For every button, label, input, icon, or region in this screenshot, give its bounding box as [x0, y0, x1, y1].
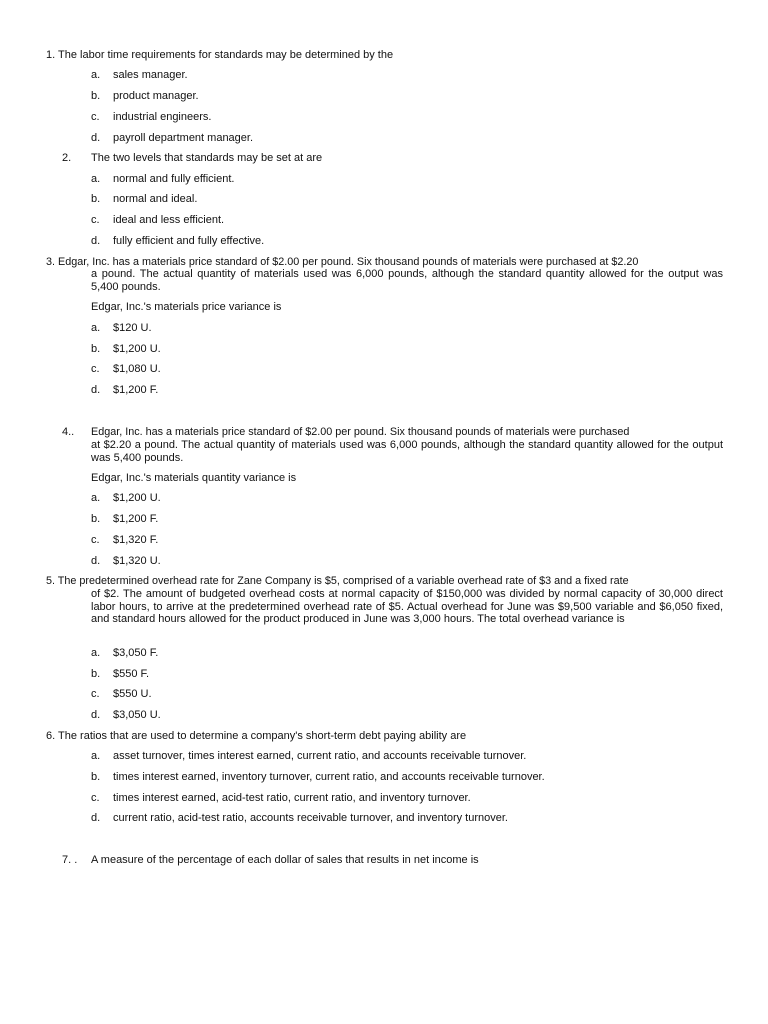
option-text: times interest earned, acid-test ratio, current ratio, and inventory turnover.: [113, 792, 471, 804]
option-text: $1,080 U.: [113, 363, 161, 375]
option-letter: b.: [91, 771, 101, 783]
option-text: $1,320 U.: [113, 555, 161, 567]
option-letter: a.: [91, 492, 101, 504]
option-letter: b.: [91, 90, 101, 102]
option-text: $120 U.: [113, 322, 152, 334]
option-letter: c.: [91, 214, 100, 226]
question-6-stem: 6. The ratios that are used to determine a company's short-term debt paying ability are: [46, 730, 467, 742]
option-letter: a.: [91, 173, 101, 185]
question-5-stem-first-line: 5. The predetermined overhead rate for Zane Company is $5, comprised of a variable overhead rate of $3 and a fixed rate: [46, 575, 629, 587]
option-letter: a.: [91, 69, 101, 81]
question-2-number: 2.: [62, 152, 72, 164]
option-letter: d.: [91, 235, 101, 247]
option-text: $1,200 F.: [113, 513, 159, 525]
question-4-stem-first-line: Edgar, Inc. has a materials price standard of $2.00 per pound. Six thousand pounds of materials were purchased: [91, 426, 630, 438]
option-text: fully efficient and fully effective.: [113, 235, 265, 247]
question-4-number: 4..: [62, 426, 75, 438]
question-5-stem-continuation: of $2. The amount of budgeted overhead costs at normal capacity of $150,000 was divided by normal capacity of 30,000 direct labor hours, to arrive at the predetermined overhead rate of $5. Actual overhead for June was $9,500 variable and $6,050 fixed, and standard hours allowed for the product produced in June was 3,000 hours. The total overhead variance is: [91, 588, 723, 625]
question-3-prompt: Edgar, Inc.'s materials price variance is: [91, 301, 282, 313]
option-letter: c.: [91, 792, 100, 804]
option-text: $3,050 U.: [113, 709, 161, 721]
option-letter: d.: [91, 132, 101, 144]
option-text: normal and ideal.: [113, 193, 198, 205]
option-letter: c.: [91, 363, 100, 375]
option-letter: b.: [91, 513, 101, 525]
option-text: normal and fully efficient.: [113, 173, 235, 185]
option-text: asset turnover, times interest earned, current ratio, and accounts receivable turnover.: [113, 750, 527, 762]
option-text: $550 U.: [113, 688, 152, 700]
option-text: payroll department manager.: [113, 132, 254, 144]
option-letter: d.: [91, 709, 101, 721]
option-letter: d.: [91, 384, 101, 396]
question-7-stem: A measure of the percentage of each dollar of sales that results in net income is: [91, 854, 479, 866]
question-7-number: 7. .: [62, 854, 78, 866]
option-letter: c.: [91, 534, 100, 546]
question-4-prompt: Edgar, Inc.'s materials quantity variance is: [91, 472, 297, 484]
option-letter: c.: [91, 111, 100, 123]
option-letter: d.: [91, 555, 101, 567]
question-4-stem-continuation: at $2.20 a pound. The actual quantity of materials used was 6,000 pounds, although the standard quantity allowed for the output was 5,400 pounds.: [91, 439, 723, 464]
question-3-stem-continuation: a pound. The actual quantity of materials used was 6,000 pounds, although the standard quantity allowed for the output was 5,400 pounds.: [91, 268, 723, 293]
question-3-stem-first-line: 3. Edgar, Inc. has a materials price standard of $2.00 per pound. Six thousand pounds of materials were purchased at $2.20: [46, 256, 639, 268]
option-letter: b.: [91, 343, 101, 355]
question-2-stem: The two levels that standards may be set at are: [91, 152, 323, 164]
option-text: $1,200 F.: [113, 384, 159, 396]
option-text: times interest earned, inventory turnover, current ratio, and accounts receivable turnover.: [113, 771, 545, 783]
option-text: $1,200 U.: [113, 492, 161, 504]
option-text: industrial engineers.: [113, 111, 212, 123]
option-letter: d.: [91, 812, 101, 824]
option-text: $1,320 F.: [113, 534, 159, 546]
option-letter: a.: [91, 322, 101, 334]
question-1-stem: 1. The labor time requirements for standards may be determined by the: [46, 49, 394, 61]
option-text: $1,200 U.: [113, 343, 161, 355]
option-text: current ratio, acid-test ratio, accounts receivable turnover, and inventory turnover.: [113, 812, 508, 824]
option-letter: c.: [91, 688, 100, 700]
option-text: sales manager.: [113, 69, 188, 81]
option-letter: a.: [91, 647, 101, 659]
option-letter: b.: [91, 193, 101, 205]
option-text: $550 F.: [113, 668, 150, 680]
option-text: $3,050 F.: [113, 647, 159, 659]
option-text: product manager.: [113, 90, 199, 102]
option-letter: a.: [91, 750, 101, 762]
option-text: ideal and less efficient.: [113, 214, 225, 226]
option-letter: b.: [91, 668, 101, 680]
